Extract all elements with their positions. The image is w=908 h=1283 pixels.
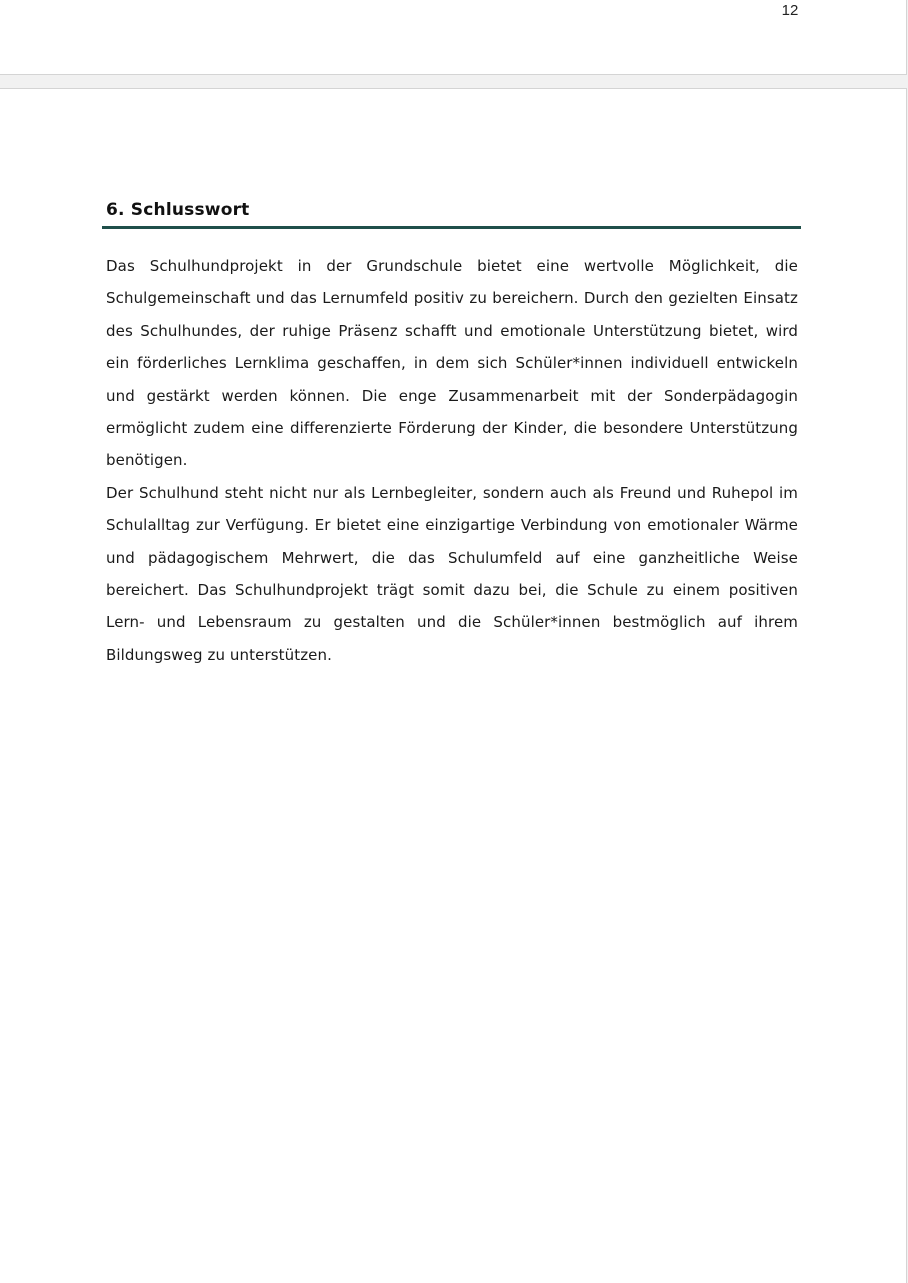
paragraph: Der Schulhund steht nicht nur als Lernbegleiter, sondern auch als Freund und Ruhepol im Schulalltag zur Verfügung. Er bietet eine einzigartige Verbindung von emotionaler Wärme und pädagogischem Mehrwert, die das Schulumfeld auf eine ganzheitliche Weise bereichert. Das Schulhundprojekt trägt somit dazu bei, die Schule zu einem positiven Lern- und Lebensraum zu gestalten und die Schüler*innen bestmöglich auf ihrem Bildungsweg zu unterstützen. bbox=[106, 483, 798, 664]
section-body bbox=[106, 250, 798, 671]
section-heading: 6. Schlusswort bbox=[106, 200, 250, 220]
paragraph: Das Schulhundprojekt in der Grundschule bietet eine wertvolle Möglichkeit, die Schulgemeinschaft und das Lernumfeld positiv zu bereichern. Durch den gezielten Einsatz des Schulhundes, der ruhige Präsenz schafft und emotionale Unterstützung bietet, wird ein förderliches Lernklima geschaffen, in dem sich Schüler*innen individuell entwickeln und gestärkt werden können. Die enge Zusammenarbeit mit der Sonderpädagogin ermöglicht zudem eine differenzierte Förderung der Kinder, die besondere Unterstützung benötigen. bbox=[106, 257, 798, 470]
previous-page bbox=[0, 0, 907, 75]
current-page bbox=[0, 88, 907, 1283]
page-number: 12 bbox=[781, 2, 799, 19]
heading-underline bbox=[102, 226, 801, 229]
